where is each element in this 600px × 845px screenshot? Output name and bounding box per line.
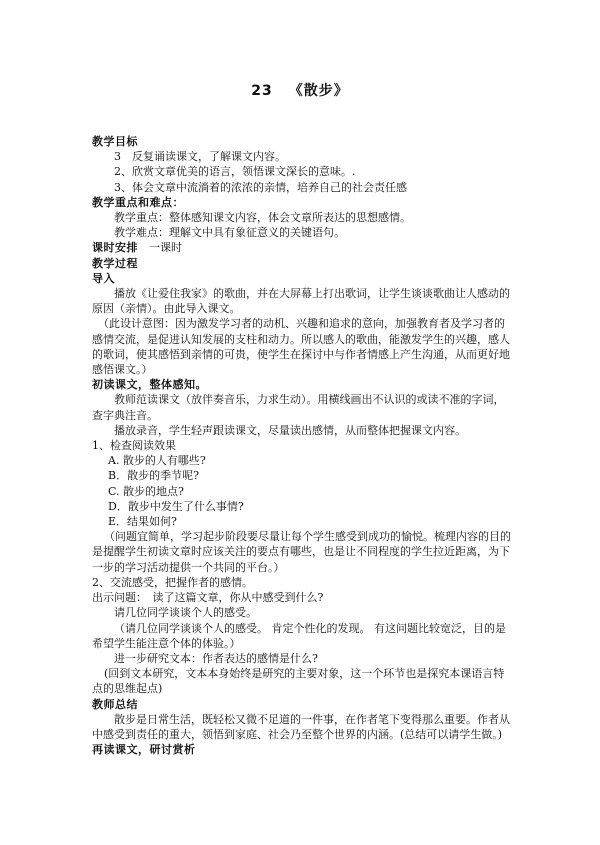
- first-reading-heading: 初读课文，整体感知。: [92, 378, 207, 392]
- further-note: (回到文本研究，文本本身始终是研究的主要对象，这一个环节也是探究本课语言特点的思维起点): [92, 667, 505, 696]
- model-reading-paragraph: 教师范读课文（放伴奏音乐，力求生动）。用横线画出不认识的或读不准的字词，查字典注音。: [92, 393, 505, 422]
- summary-paragraph: 散步是日常生活，既轻松又微不足道的一件事，在作者笔下变得那么重要。作者从中感受到责任的重大，领悟到家庭、社会乃至整个世界的内涵。(总结可以请学生做。): [92, 712, 510, 741]
- reread-heading: 再读课文，研讨赏析: [92, 743, 196, 757]
- summary-heading: 教师总结: [92, 697, 138, 711]
- schedule-heading: 课时安排: [92, 241, 138, 255]
- key-point-item: 教学难点：理解文中具有象征意义的关键语句。: [114, 226, 345, 240]
- lesson-title: [0, 80, 600, 100]
- check-question: D．散步中发生了什么事情?: [108, 499, 244, 513]
- exchange-question-text: 读了这篇文章，你从中感受到什么?: [152, 591, 324, 605]
- exchange-question: [92, 590, 512, 605]
- lesson-number: 23: [251, 83, 273, 99]
- goal-item: 2、欣赏文章优美的语言，领悟课文深长的意味。.: [114, 165, 356, 179]
- further-question: 进一步研究文本：作者表达的感情是什么?: [114, 651, 318, 665]
- goal-item: 3 反复诵读课文，了解课文内容。: [114, 150, 286, 164]
- goal-item: 3、体会文章中流淌着的浓浓的亲情，培养自己的社会责任感: [114, 180, 407, 194]
- exchange-paragraph: 请几位同学谈谈个人的感受。: [114, 606, 257, 620]
- key-points-heading: 教学重点和难点：: [92, 195, 184, 209]
- lesson-title-text: 《散步》: [288, 83, 349, 99]
- check-question: E．结果如何?: [108, 515, 177, 529]
- design-note: （此设计意图：因为激发学习者的动机、兴趣和追求的意向，加强教育者及学习者的感情交流，是促进认知发展的支柱和动力。所以感人的歌曲，能激发学生的兴趣，感人的歌词，使其感悟到亲情的可贵，使学生在探讨中与作者情感上产生沟通，从而更好地感悟课文。）: [92, 317, 510, 377]
- check-question: B．散步的季节呢?: [108, 469, 199, 483]
- check-heading: 1、检查阅读效果: [92, 439, 176, 453]
- recording-paragraph: 播放录音，学生轻声跟读课文，尽量读出感情，从而整体把握课文内容。: [114, 423, 466, 437]
- schedule-value: 一课时: [149, 241, 182, 255]
- key-point-item: 教学重点：整体感知课文内容，体会文章所表达的思想感情。: [114, 211, 411, 225]
- check-question: C. 散步的地点?: [108, 484, 184, 498]
- intro-paragraph: 播放《让爱住我家》的歌曲，并在大屏幕上打出歌词，让学生谈谈歌曲让人感动的原因（亲情）。由此导入课文。: [92, 287, 510, 316]
- exchange-note: （请几位同学谈谈个人的感受。 肯定个性化的发现。 有这问题比较宽泛，目的是希望学生能注意个体的体验。）: [92, 621, 506, 650]
- check-question: A. 散步的人有哪些?: [108, 454, 206, 468]
- check-note: （问题宜简单，学习起步阶段要尽量让每个学生感受到成功的愉悦。梳理内容的目的是提醒学生初读文章时应该关注的要点有哪些，也是让不同程度的学生拉近距离，为下一步的学习活动提供一个共同的平台。）: [92, 530, 511, 574]
- exchange-heading: 2、交流感受，把握作者的感情。: [92, 575, 253, 589]
- exchange-question-label: 出示问题：: [92, 591, 142, 605]
- process-heading: 教学过程: [92, 256, 138, 270]
- intro-heading: 导入: [92, 271, 115, 285]
- lesson-content: [92, 134, 512, 757]
- schedule-line: [92, 240, 512, 255]
- goals-heading: 教学目标: [92, 135, 138, 148]
